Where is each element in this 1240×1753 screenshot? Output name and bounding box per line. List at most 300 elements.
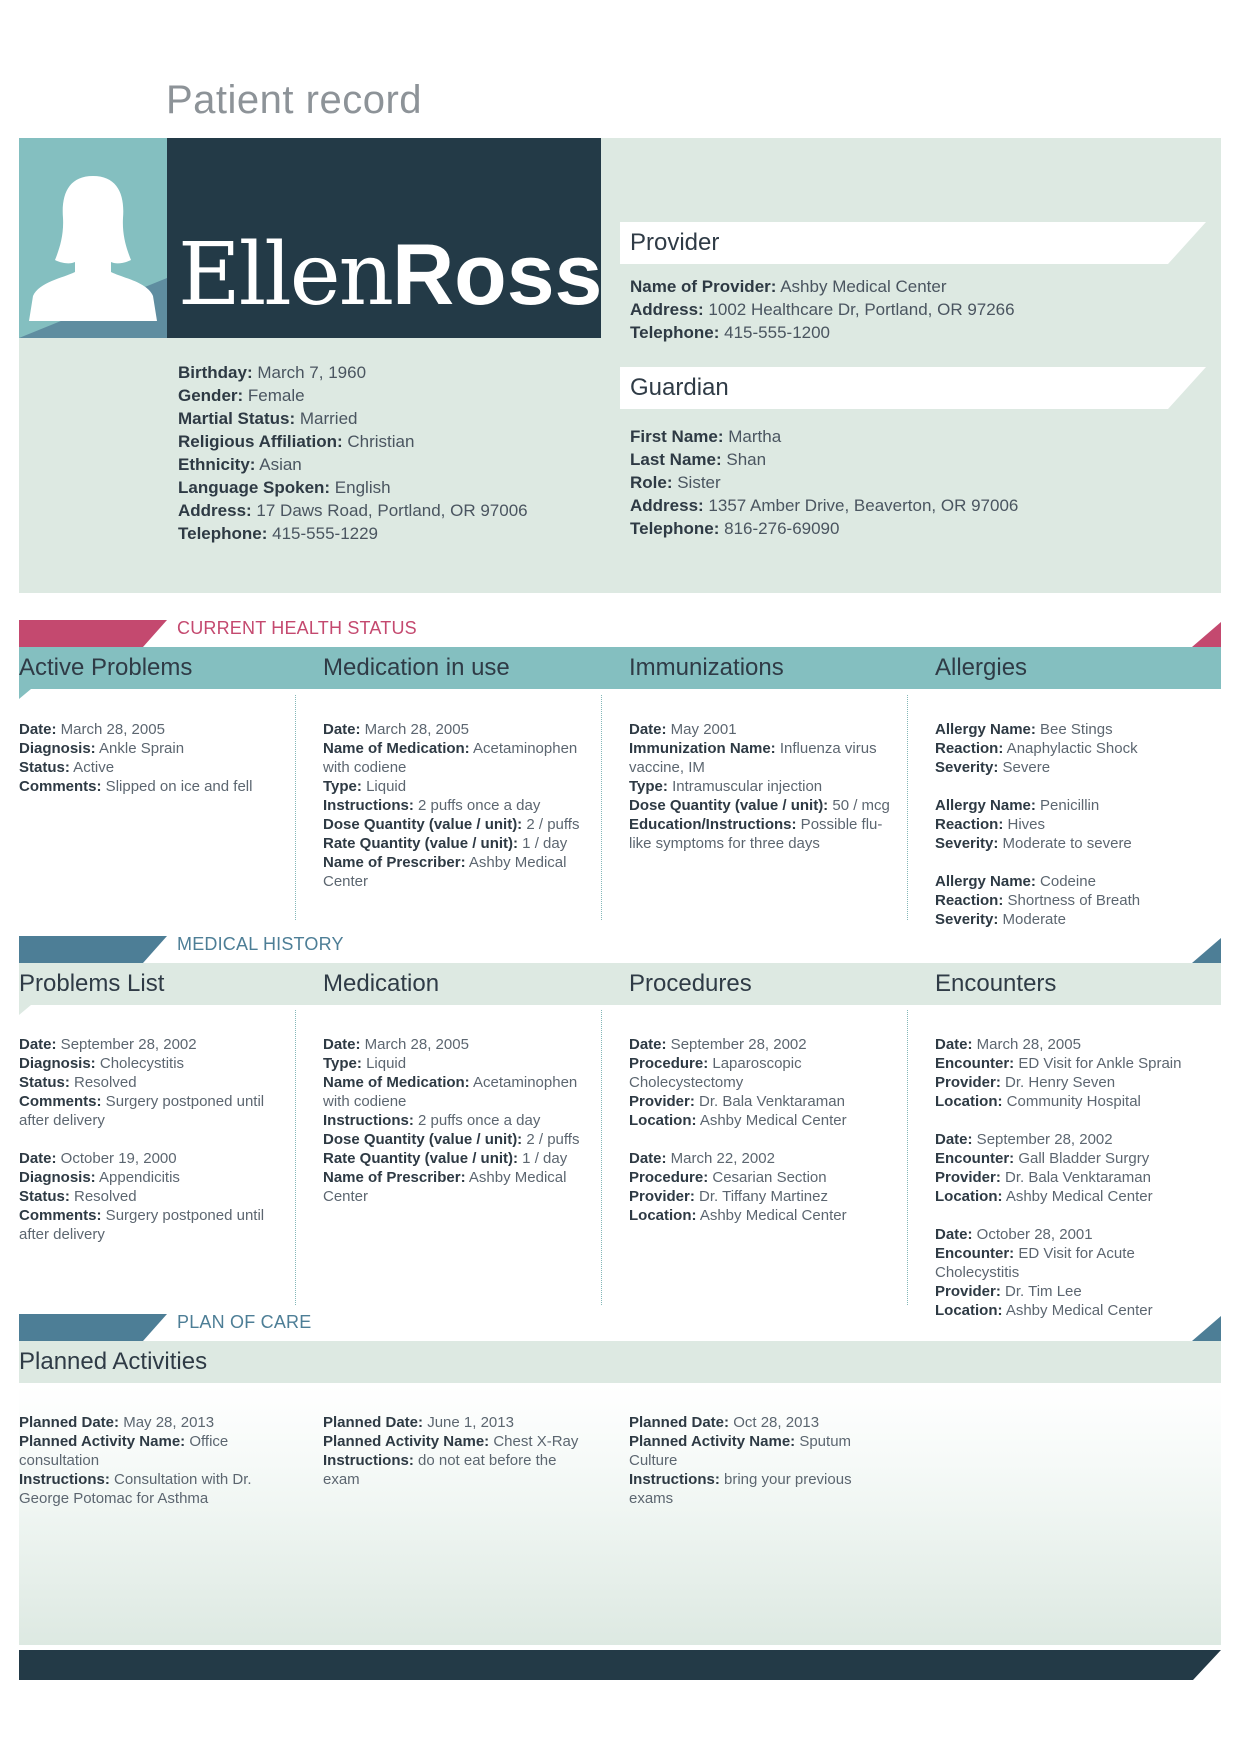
detail-row (629, 1035, 899, 1054)
field-label: Planned Activity Name: (629, 1433, 796, 1450)
record-entry (19, 1035, 281, 1130)
detail-row (323, 739, 593, 777)
field-label: Type: (323, 1055, 362, 1072)
guardian-field-row (630, 517, 1018, 540)
provider-field-row (630, 321, 1015, 344)
patient-field-row (178, 453, 528, 476)
field-value: 17 Daws Road, Portland, OR 97006 (251, 501, 528, 520)
column-content (323, 1035, 593, 1225)
detail-row (323, 1432, 593, 1451)
field-label: Comments: (19, 778, 102, 795)
field-value: English (330, 478, 391, 497)
column-title: Problems List (19, 970, 165, 997)
field-label: Date: (19, 721, 57, 738)
column-divider (295, 1010, 296, 1305)
column-content (19, 1035, 281, 1263)
detail-row (323, 1111, 593, 1130)
field-label: Provider: (629, 1093, 695, 1110)
field-label: Education/Instructions: (629, 816, 797, 833)
field-value: Ashby Medical Center (323, 854, 567, 890)
field-value: Moderate to severe (998, 835, 1132, 852)
history-tab-shape (19, 936, 167, 963)
field-label: Date: (935, 1036, 973, 1053)
field-value: June 1, 2013 (423, 1414, 514, 1431)
detail-row (323, 1054, 593, 1073)
planned-activity (323, 1413, 593, 1489)
field-label: Date: (629, 721, 667, 738)
field-label: Gender: (178, 386, 244, 405)
field-label: Rate Quantity (value / unit): (323, 1150, 519, 1167)
field-value: March 22, 2002 (666, 1150, 775, 1167)
field-label: Planned Date: (323, 1414, 424, 1431)
detail-row (19, 1054, 281, 1073)
detail-row (19, 1432, 281, 1470)
field-value: Community Hospital (1002, 1093, 1141, 1110)
detail-row (323, 777, 593, 796)
detail-row (19, 1073, 281, 1092)
section-label-medical-history: MEDICAL HISTORY (177, 934, 344, 954)
record-entry (19, 720, 281, 796)
detail-row (935, 1225, 1215, 1244)
field-value: 2 / puffs (522, 1131, 580, 1148)
field-value: 816-276-69090 (719, 519, 840, 538)
field-label: Role: (630, 473, 673, 492)
field-value: Consultation with Dr. George Potomac for Asthma (19, 1471, 252, 1507)
field-value: Moderate (998, 911, 1066, 928)
patient-first-name: Ellen (178, 225, 393, 325)
provider-field-row (630, 298, 1015, 321)
field-value: March 28, 2005 (360, 1036, 469, 1053)
field-value: September 28, 2002 (972, 1131, 1113, 1148)
field-label: Instructions: (19, 1471, 110, 1488)
field-value: Martha (723, 427, 782, 446)
detail-row (19, 1149, 281, 1168)
field-label: Encounter: (935, 1055, 1015, 1072)
detail-row (19, 739, 281, 758)
field-label: Ethnicity: (178, 455, 256, 474)
detail-row (935, 1244, 1215, 1282)
field-value: Bee Stings (1035, 721, 1113, 738)
field-value: Ashby Medical Center (696, 1207, 847, 1224)
detail-row (323, 1130, 593, 1149)
detail-row (629, 1413, 899, 1432)
guardian-field-row (630, 425, 1018, 448)
field-label: Encounter: (935, 1245, 1015, 1262)
column-divider (907, 695, 908, 920)
field-value: 2 puffs once a day (413, 797, 541, 814)
detail-row (935, 815, 1215, 834)
field-value: Sputum Culture (629, 1433, 852, 1469)
field-value: October 28, 2001 (972, 1226, 1093, 1243)
detail-row (19, 1413, 281, 1432)
field-label: Location: (935, 1093, 1003, 1110)
history-band-notch (19, 1005, 31, 1015)
field-value: Codeine (1035, 873, 1096, 890)
record-entry (935, 1225, 1215, 1320)
field-value: Appendicitis (95, 1169, 180, 1186)
column-title: Medication in use (323, 654, 510, 681)
record-entry (323, 1035, 593, 1206)
field-label: Status: (19, 759, 70, 776)
record-entry (935, 1035, 1215, 1111)
field-value: do not eat before the exam (323, 1452, 557, 1488)
patient-field-row (178, 430, 528, 453)
field-label: Instructions: (323, 1452, 414, 1469)
patient-field-row (178, 522, 528, 545)
field-label: Address: (630, 300, 704, 319)
field-label: Instructions: (629, 1471, 720, 1488)
field-label: Location: (629, 1112, 697, 1129)
field-value: 1 / day (518, 1150, 568, 1167)
field-value: September 28, 2002 (666, 1036, 807, 1053)
detail-row (19, 1168, 281, 1187)
record-entry (629, 720, 899, 853)
field-label: Comments: (19, 1207, 102, 1224)
field-label: Provider: (935, 1074, 1001, 1091)
column-content (19, 720, 281, 815)
detail-row (323, 1073, 593, 1111)
field-value: May 2001 (666, 721, 737, 738)
patient-last-name: Ross (392, 227, 603, 323)
field-label: Encounter: (935, 1150, 1015, 1167)
guardian-heading-ribbon (620, 367, 1206, 409)
field-value: Possible flu-like symptoms for three days (629, 816, 883, 852)
field-label: Telephone: (178, 524, 268, 543)
field-value: 415-555-1200 (719, 323, 831, 342)
column-content (935, 720, 1215, 948)
guardian-heading: Guardian (630, 374, 729, 401)
field-label: Provider: (935, 1283, 1001, 1300)
guardian-details (630, 425, 1018, 540)
section-label-current-health: CURRENT HEALTH STATUS (177, 618, 417, 638)
detail-row (935, 834, 1215, 853)
detail-row (629, 1111, 899, 1130)
field-label: Allergy Name: (935, 721, 1036, 738)
field-value: Gall Bladder Surgry (1014, 1150, 1150, 1167)
detail-row (323, 1413, 593, 1432)
column-title: Medication (323, 970, 440, 997)
field-value: Hives (1003, 816, 1046, 833)
detail-row (935, 1092, 1215, 1111)
field-value: Liquid (361, 778, 407, 795)
field-value: Surgery postponed until after delivery (19, 1093, 265, 1129)
detail-row (19, 720, 281, 739)
detail-row (629, 739, 899, 777)
field-value: March 7, 1960 (252, 363, 367, 382)
provider-heading-ribbon (620, 222, 1206, 264)
field-label: Name of Medication: (323, 740, 470, 757)
detail-row (629, 1149, 899, 1168)
detail-row (629, 777, 899, 796)
field-value: Shan (721, 450, 767, 469)
field-value: September 28, 2002 (56, 1036, 197, 1053)
detail-row (19, 1092, 281, 1130)
field-value: Active (69, 759, 115, 776)
field-label: Reaction: (935, 816, 1004, 833)
detail-row (629, 1054, 899, 1092)
field-value: Acetaminophen with codiene (323, 740, 578, 776)
detail-row (629, 815, 899, 853)
provider-heading: Provider (630, 229, 720, 256)
field-label: Dose Quantity (value / unit): (323, 816, 523, 833)
field-label: Date: (935, 1226, 973, 1243)
page-title: Patient record (166, 78, 423, 122)
field-label: Address: (630, 496, 704, 515)
field-value: Surgery postponed until after delivery (19, 1207, 265, 1243)
field-value: Dr. Bala Venktaraman (1000, 1169, 1151, 1186)
field-value: Ashby Medical Center (696, 1112, 847, 1129)
field-value: Anaphylactic Shock (1003, 740, 1138, 757)
person-silhouette-icon (19, 138, 167, 338)
patient-details (178, 361, 528, 545)
field-label: Allergy Name: (935, 873, 1036, 890)
guardian-field-row (630, 471, 1018, 494)
column-title: Allergies (935, 654, 1028, 681)
column-divider (295, 695, 296, 920)
planned-activity (19, 1413, 281, 1508)
field-value: ED Visit for Acute Cholecystitis (935, 1245, 1135, 1281)
column-title: Procedures (629, 970, 752, 997)
detail-row (323, 720, 593, 739)
field-label: Name of Provider: (630, 277, 777, 296)
field-label: Planned Activity Name: (323, 1433, 490, 1450)
column-title: Active Problems (19, 654, 193, 681)
current-status-band-notch (19, 689, 31, 699)
field-value: Ashby Medical Center (776, 277, 947, 296)
field-value: Resolved (69, 1074, 137, 1091)
detail-row (629, 1187, 899, 1206)
field-label: Location: (935, 1302, 1003, 1319)
field-label: Rate Quantity (value / unit): (323, 835, 519, 852)
field-label: Date: (19, 1036, 57, 1053)
field-label: Date: (629, 1150, 667, 1167)
field-label: Religious Affiliation: (178, 432, 343, 451)
field-label: Dose Quantity (value / unit): (323, 1131, 523, 1148)
field-value: Asian (255, 455, 302, 474)
detail-row (629, 1432, 899, 1470)
record-entry (629, 1035, 899, 1130)
field-label: Birthday: (178, 363, 253, 382)
field-label: Planned Date: (19, 1414, 120, 1431)
field-label: Instructions: (323, 797, 414, 814)
column-content (935, 1035, 1215, 1339)
guardian-field-row (630, 494, 1018, 517)
field-value: Ashby Medical Center (323, 1169, 567, 1205)
field-label: Type: (629, 778, 668, 795)
patient-field-row (178, 407, 528, 430)
field-label: Diagnosis: (19, 1055, 96, 1072)
field-label: Telephone: (630, 519, 720, 538)
field-label: Location: (629, 1207, 697, 1224)
detail-row (935, 910, 1215, 929)
current-status-corner-shape (1192, 622, 1221, 647)
detail-row (629, 720, 899, 739)
field-label: Severity: (935, 911, 999, 928)
column-title: Encounters (935, 970, 1057, 997)
field-label: Status: (19, 1188, 70, 1205)
field-label: Martial Status: (178, 409, 296, 428)
column-title: Immunizations (629, 654, 784, 681)
patient-field-row (178, 361, 528, 384)
planned-activity (629, 1413, 899, 1508)
field-label: Dose Quantity (value / unit): (629, 797, 829, 814)
detail-row (323, 1035, 593, 1054)
field-label: First Name: (630, 427, 724, 446)
field-value: Slipped on ice and fell (101, 778, 253, 795)
detail-row (19, 777, 281, 796)
detail-row (935, 1301, 1215, 1320)
field-label: Name of Prescriber: (323, 854, 466, 871)
detail-row (19, 1035, 281, 1054)
column-divider (601, 1010, 602, 1305)
field-value: Intramuscular injection (667, 778, 823, 795)
patient-field-row (178, 384, 528, 407)
column-content (629, 720, 899, 872)
field-label: Location: (935, 1188, 1003, 1205)
field-value: Ashby Medical Center (1002, 1188, 1153, 1205)
field-value: Office consultation (19, 1433, 229, 1469)
column-content (629, 1035, 899, 1244)
record-entry (935, 720, 1215, 777)
provider-field-row (630, 275, 1015, 298)
field-value: 50 / mcg (828, 797, 890, 814)
field-value: 1357 Amber Drive, Beaverton, OR 97006 (703, 496, 1019, 515)
field-label: Diagnosis: (19, 1169, 96, 1186)
plan-tab-shape (19, 1314, 167, 1341)
field-label: Address: (178, 501, 252, 520)
detail-row (323, 853, 593, 891)
field-value: 1 / day (518, 835, 568, 852)
field-value: Shortness of Breath (1003, 892, 1141, 909)
field-value: 2 puffs once a day (413, 1112, 541, 1129)
field-value: Cesarian Section (708, 1169, 827, 1186)
history-corner-shape (1192, 938, 1221, 963)
field-value: bring your previous exams (629, 1471, 852, 1507)
field-value: Liquid (361, 1055, 407, 1072)
detail-row (323, 815, 593, 834)
field-value: Married (295, 409, 358, 428)
field-label: Date: (629, 1036, 667, 1053)
column-divider (907, 1010, 908, 1305)
field-value: October 19, 2000 (56, 1150, 177, 1167)
plan-corner-shape (1192, 1316, 1221, 1341)
field-value: Ashby Medical Center (1002, 1302, 1153, 1319)
field-label: Reaction: (935, 892, 1004, 909)
field-label: Last Name: (630, 450, 722, 469)
current-status-band (19, 647, 1221, 689)
detail-row (935, 1149, 1215, 1168)
record-entry (935, 872, 1215, 929)
field-label: Instructions: (323, 1112, 414, 1129)
detail-row (323, 1168, 593, 1206)
field-label: Date: (323, 1036, 361, 1053)
field-value: Ankle Sprain (95, 740, 185, 757)
field-label: Immunization Name: (629, 740, 776, 757)
field-value: Penicillin (1035, 797, 1100, 814)
record-entry (19, 1149, 281, 1244)
record-entry (323, 720, 593, 891)
field-value: 2 / puffs (522, 816, 580, 833)
field-label: Planned Activity Name: (19, 1433, 186, 1450)
field-label: Procedure: (629, 1055, 709, 1072)
field-value: Oct 28, 2013 (729, 1414, 820, 1431)
field-value: Dr. Henry Seven (1000, 1074, 1116, 1091)
detail-row (935, 720, 1215, 739)
field-label: Diagnosis: (19, 740, 96, 757)
field-value: March 28, 2005 (972, 1036, 1081, 1053)
field-value: Dr. Tim Lee (1000, 1283, 1082, 1300)
field-value: March 28, 2005 (56, 721, 165, 738)
provider-details (630, 275, 1015, 344)
field-value: Laparoscopic Cholecystectomy (629, 1055, 802, 1091)
avatar (19, 138, 167, 338)
detail-row (935, 796, 1215, 815)
field-value: Female (243, 386, 305, 405)
detail-row (935, 1168, 1215, 1187)
field-value: May 28, 2013 (119, 1414, 215, 1431)
detail-row (629, 1092, 899, 1111)
column-divider (601, 695, 602, 920)
guardian-field-row (630, 448, 1018, 471)
field-label: Name of Medication: (323, 1074, 470, 1091)
field-value: ED Visit for Ankle Sprain (1014, 1055, 1182, 1072)
detail-row (935, 739, 1215, 758)
field-label: Language Spoken: (178, 478, 331, 497)
column-content (323, 720, 593, 910)
detail-row (629, 1168, 899, 1187)
field-label: Date: (323, 721, 361, 738)
field-value: Sister (672, 473, 721, 492)
field-label: Severity: (935, 835, 999, 852)
field-value: 1002 Healthcare Dr, Portland, OR 97266 (703, 300, 1015, 319)
field-value: Cholecystitis (95, 1055, 185, 1072)
detail-row (935, 891, 1215, 910)
detail-row (935, 872, 1215, 891)
field-value: 415-555-1229 (267, 524, 379, 543)
detail-row (323, 1149, 593, 1168)
detail-row (19, 1470, 281, 1508)
field-value: Dr. Tiffany Martinez (694, 1188, 828, 1205)
record-entry (935, 796, 1215, 853)
detail-row (323, 834, 593, 853)
field-value: Influenza virus vaccine, IM (629, 740, 877, 776)
field-label: Planned Date: (629, 1414, 730, 1431)
detail-row (935, 1282, 1215, 1301)
field-label: Reaction: (935, 740, 1004, 757)
planned-activities-title: Planned Activities (19, 1348, 208, 1375)
detail-row (19, 1206, 281, 1244)
current-status-tab-shape (19, 620, 167, 647)
field-label: Date: (935, 1131, 973, 1148)
detail-row (935, 1054, 1215, 1073)
field-label: Comments: (19, 1093, 102, 1110)
patient-field-row (178, 476, 528, 499)
field-value: Chest X-Ray (489, 1433, 579, 1450)
detail-row (323, 1451, 593, 1489)
detail-row (629, 796, 899, 815)
field-label: Provider: (629, 1188, 695, 1205)
record-entry (935, 1130, 1215, 1206)
patient-field-row (178, 499, 528, 522)
field-label: Procedure: (629, 1169, 709, 1186)
field-label: Date: (19, 1150, 57, 1167)
field-label: Type: (323, 778, 362, 795)
field-label: Telephone: (630, 323, 720, 342)
detail-row (935, 758, 1215, 777)
field-value: Acetaminophen with codiene (323, 1074, 578, 1110)
field-label: Status: (19, 1074, 70, 1091)
field-value: Resolved (69, 1188, 137, 1205)
